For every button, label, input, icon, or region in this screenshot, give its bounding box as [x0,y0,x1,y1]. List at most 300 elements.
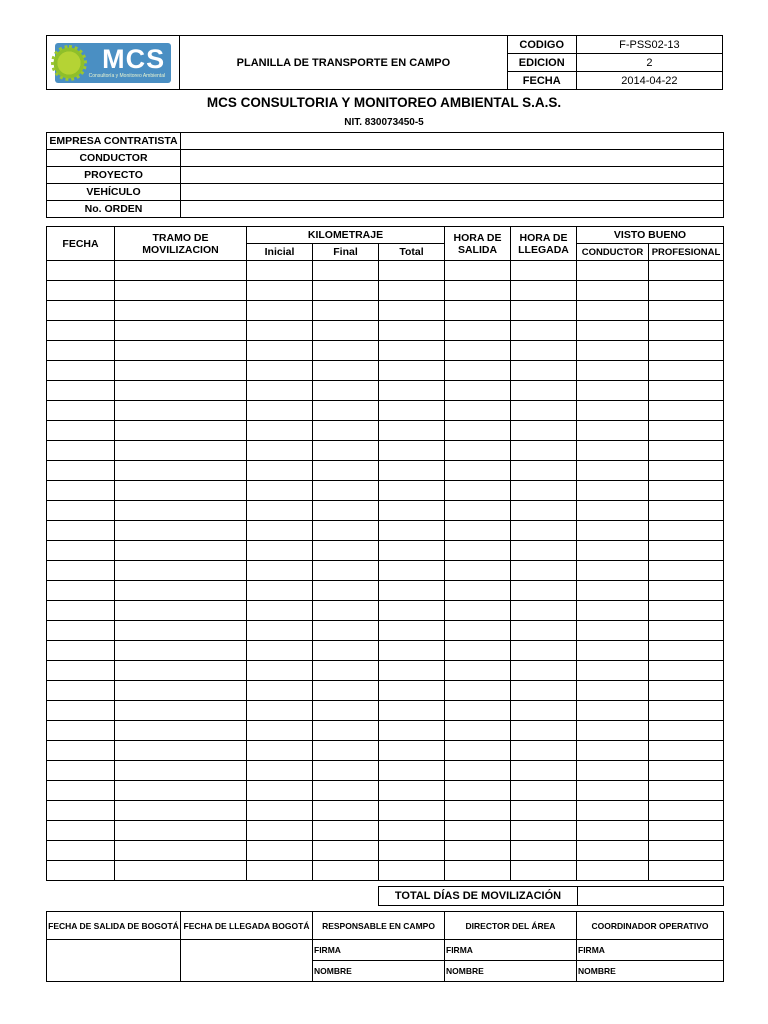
table-cell[interactable] [313,321,379,341]
table-cell[interactable] [511,341,577,361]
proyecto-field[interactable] [181,167,724,184]
table-cell[interactable] [379,321,445,341]
table-cell[interactable] [313,681,379,701]
table-cell[interactable] [649,321,724,341]
table-cell[interactable] [511,661,577,681]
table-cell[interactable] [649,861,724,881]
table-cell[interactable] [379,661,445,681]
table-cell[interactable] [511,461,577,481]
table-cell[interactable] [577,721,649,741]
table-cell[interactable] [577,761,649,781]
table-cell[interactable] [115,581,247,601]
table-cell[interactable] [577,321,649,341]
table-cell[interactable] [379,721,445,741]
table-cell[interactable] [649,541,724,561]
table-cell[interactable] [379,281,445,301]
table-cell[interactable] [649,261,724,281]
form-title: PLANILLA DE TRANSPORTE EN CAMPO [180,36,507,90]
table-cell[interactable] [379,381,445,401]
table-cell[interactable] [445,381,511,401]
table-cell[interactable] [445,701,511,721]
responsable-firma[interactable]: FIRMA [313,940,445,961]
table-cell[interactable] [115,361,247,381]
table-cell[interactable] [445,601,511,621]
table-row [47,641,724,661]
table-cell[interactable] [649,381,724,401]
table-cell[interactable] [247,801,313,821]
table-cell[interactable] [379,621,445,641]
table-cell[interactable] [577,501,649,521]
orden-field[interactable] [181,201,724,218]
table-cell[interactable] [247,381,313,401]
table-cell[interactable] [511,441,577,461]
table-cell[interactable] [445,681,511,701]
table-cell[interactable] [379,861,445,881]
director-nombre[interactable]: NOMBRE [445,961,577,982]
table-cell[interactable] [511,261,577,281]
table-cell[interactable] [649,301,724,321]
table-cell[interactable] [379,361,445,381]
table-cell[interactable] [649,841,724,861]
table-cell[interactable] [47,541,115,561]
table-cell[interactable] [313,761,379,781]
table-cell[interactable] [115,821,247,841]
table-cell[interactable] [379,701,445,721]
table-cell[interactable] [577,621,649,641]
fecha-llegada-field[interactable] [181,940,313,982]
table-cell[interactable] [47,801,115,821]
table-cell[interactable] [47,401,115,421]
table-cell[interactable] [649,821,724,841]
table-cell[interactable] [649,281,724,301]
table-cell[interactable] [313,741,379,761]
table-cell[interactable] [115,661,247,681]
table-cell[interactable] [313,461,379,481]
table-cell[interactable] [511,321,577,341]
table-cell[interactable] [577,261,649,281]
table-cell[interactable] [115,561,247,581]
table-cell[interactable] [247,441,313,461]
table-cell[interactable] [511,301,577,321]
table-cell[interactable] [313,281,379,301]
table-cell[interactable] [115,861,247,881]
table-cell[interactable] [247,601,313,621]
table-cell[interactable] [247,621,313,641]
table-cell[interactable] [511,861,577,881]
table-cell[interactable] [649,781,724,801]
table-cell[interactable] [577,561,649,581]
table-cell[interactable] [47,481,115,501]
table-cell[interactable] [313,481,379,501]
table-cell[interactable] [47,341,115,361]
table-cell[interactable] [47,681,115,701]
table-cell[interactable] [445,801,511,821]
table-cell[interactable] [649,461,724,481]
table-cell[interactable] [247,261,313,281]
table-cell[interactable] [47,761,115,781]
table-cell[interactable] [47,261,115,281]
table-cell[interactable] [511,281,577,301]
table-cell[interactable] [577,641,649,661]
table-cell[interactable] [115,441,247,461]
table-cell[interactable] [511,701,577,721]
table-cell[interactable] [577,601,649,621]
table-cell[interactable] [511,801,577,821]
table-cell[interactable] [511,521,577,541]
coordinador-firma[interactable]: FIRMA [577,940,724,961]
table-cell[interactable] [577,581,649,601]
table-cell[interactable] [379,401,445,421]
table-cell[interactable] [247,461,313,481]
table-cell[interactable] [577,661,649,681]
table-cell[interactable] [313,641,379,661]
table-cell[interactable] [511,781,577,801]
table-cell[interactable] [379,301,445,321]
table-cell[interactable] [445,521,511,541]
table-cell[interactable] [445,841,511,861]
table-cell[interactable] [47,421,115,441]
table-cell[interactable] [445,301,511,321]
table-cell[interactable] [313,821,379,841]
table-cell[interactable] [247,721,313,741]
table-cell[interactable] [247,761,313,781]
table-cell[interactable] [47,281,115,301]
table-cell[interactable] [115,341,247,361]
table-cell[interactable] [247,741,313,761]
table-cell[interactable] [115,761,247,781]
table-cell[interactable] [379,641,445,661]
vehiculo-field[interactable] [181,184,724,201]
table-cell[interactable] [115,381,247,401]
table-cell[interactable] [313,521,379,541]
table-cell[interactable] [577,521,649,541]
table-cell[interactable] [445,401,511,421]
table-cell[interactable] [649,681,724,701]
table-cell[interactable] [247,561,313,581]
table-cell[interactable] [47,581,115,601]
table-cell[interactable] [313,701,379,721]
table-cell[interactable] [47,701,115,721]
table-cell[interactable] [511,761,577,781]
table-cell[interactable] [313,581,379,601]
table-cell[interactable] [445,361,511,381]
table-cell[interactable] [247,841,313,861]
table-cell[interactable] [649,701,724,721]
table-cell[interactable] [115,641,247,661]
table-cell[interactable] [379,801,445,821]
table-cell[interactable] [511,581,577,601]
table-cell[interactable] [379,841,445,861]
table-cell[interactable] [649,421,724,441]
table-cell[interactable] [47,461,115,481]
table-cell[interactable] [511,501,577,521]
table-cell[interactable] [313,861,379,881]
table-cell[interactable] [313,801,379,821]
table-cell[interactable] [577,481,649,501]
table-cell[interactable] [445,321,511,341]
table-cell[interactable] [445,541,511,561]
table-cell[interactable] [649,521,724,541]
table-cell[interactable] [247,321,313,341]
table-cell[interactable] [577,681,649,701]
table-cell[interactable] [115,321,247,341]
table-cell[interactable] [47,501,115,521]
table-cell[interactable] [649,741,724,761]
total-days-field[interactable] [578,887,724,906]
table-cell[interactable] [445,341,511,361]
table-cell[interactable] [47,321,115,341]
table-cell[interactable] [577,421,649,441]
table-cell[interactable] [115,781,247,801]
table-cell[interactable] [115,501,247,521]
table-cell[interactable] [379,341,445,361]
empresa-field[interactable] [181,133,724,150]
table-cell[interactable] [511,381,577,401]
table-cell[interactable] [379,421,445,441]
table-cell[interactable] [47,861,115,881]
table-cell[interactable] [247,821,313,841]
table-cell[interactable] [47,821,115,841]
table-cell[interactable] [379,781,445,801]
table-cell[interactable] [313,401,379,421]
table-cell[interactable] [247,661,313,681]
table-cell[interactable] [511,361,577,381]
table-cell[interactable] [511,401,577,421]
table-cell[interactable] [247,781,313,801]
table-cell[interactable] [247,701,313,721]
table-cell[interactable] [577,381,649,401]
table-cell[interactable] [313,441,379,461]
table-cell[interactable] [313,501,379,521]
table-cell[interactable] [649,441,724,461]
table-cell[interactable] [577,281,649,301]
table-cell[interactable] [247,861,313,881]
table-cell[interactable] [511,721,577,741]
table-cell[interactable] [313,841,379,861]
table-cell[interactable] [247,681,313,701]
table-cell[interactable] [47,441,115,461]
table-cell[interactable] [47,381,115,401]
table-cell[interactable] [313,541,379,561]
table-cell[interactable] [577,341,649,361]
table-cell[interactable] [379,441,445,461]
table-cell[interactable] [115,261,247,281]
table-cell[interactable] [577,741,649,761]
table-cell[interactable] [313,661,379,681]
table-cell[interactable] [649,361,724,381]
table-cell[interactable] [649,621,724,641]
director-firma[interactable]: FIRMA [445,940,577,961]
coordinador-nombre[interactable]: NOMBRE [577,961,724,982]
table-cell[interactable] [577,361,649,381]
table-cell[interactable] [649,501,724,521]
table-cell[interactable] [379,581,445,601]
table-cell[interactable] [445,721,511,741]
table-row [47,421,724,441]
table-cell[interactable] [649,761,724,781]
table-cell[interactable] [47,781,115,801]
table-cell[interactable] [247,481,313,501]
table-cell[interactable] [47,841,115,861]
table-cell[interactable] [445,661,511,681]
table-cell[interactable] [445,561,511,581]
table-cell[interactable] [577,841,649,861]
table-cell[interactable] [313,601,379,621]
table-cell[interactable] [247,641,313,661]
table-cell[interactable] [577,441,649,461]
table-cell[interactable] [649,801,724,821]
table-cell[interactable] [313,621,379,641]
table-cell[interactable] [511,841,577,861]
table-cell[interactable] [511,641,577,661]
table-cell[interactable] [445,441,511,461]
table-cell[interactable] [445,581,511,601]
table-cell[interactable] [115,281,247,301]
table-cell[interactable] [247,401,313,421]
table-cell[interactable] [379,741,445,761]
table-cell[interactable] [511,601,577,621]
table-cell[interactable] [649,641,724,661]
table-cell[interactable] [445,621,511,641]
table-cell[interactable] [47,721,115,741]
table-cell[interactable] [511,681,577,701]
table-cell[interactable] [577,701,649,721]
table-cell[interactable] [511,561,577,581]
conductor-field[interactable] [181,150,724,167]
table-cell[interactable] [577,781,649,801]
table-cell[interactable] [115,601,247,621]
table-cell[interactable] [115,701,247,721]
table-cell[interactable] [47,641,115,661]
table-cell[interactable] [115,841,247,861]
table-cell[interactable] [445,861,511,881]
table-cell[interactable] [445,261,511,281]
table-cell[interactable] [313,561,379,581]
table-cell[interactable] [379,501,445,521]
table-cell[interactable] [247,301,313,321]
table-cell[interactable] [47,521,115,541]
table-cell[interactable] [247,421,313,441]
table-cell[interactable] [649,341,724,361]
table-cell[interactable] [47,661,115,681]
table-cell[interactable] [47,561,115,581]
table-cell[interactable] [115,301,247,321]
table-cell[interactable] [649,721,724,741]
table-cell[interactable] [511,741,577,761]
table-cell[interactable] [115,541,247,561]
table-cell[interactable] [445,821,511,841]
table-cell[interactable] [115,521,247,541]
table-cell[interactable] [47,741,115,761]
table-cell[interactable] [247,281,313,301]
table-cell[interactable] [379,601,445,621]
table-row [47,741,724,761]
table-cell[interactable] [379,461,445,481]
table-cell[interactable] [649,481,724,501]
table-cell[interactable] [313,781,379,801]
table-cell[interactable] [445,761,511,781]
table-cell[interactable] [649,601,724,621]
table-row [47,521,724,541]
col-km-total: Total [379,244,445,261]
table-cell[interactable] [649,581,724,601]
fecha-salida-field[interactable] [47,940,181,982]
responsable-nombre[interactable]: NOMBRE [313,961,445,982]
table-cell[interactable] [247,361,313,381]
table-cell[interactable] [247,521,313,541]
table-cell[interactable] [577,821,649,841]
table-cell[interactable] [445,481,511,501]
table-cell[interactable] [47,621,115,641]
table-cell[interactable] [313,261,379,281]
table-cell[interactable] [115,461,247,481]
table-cell[interactable] [379,821,445,841]
table-cell[interactable] [511,421,577,441]
table-cell[interactable] [445,421,511,441]
table-cell[interactable] [313,301,379,321]
table-cell[interactable] [511,821,577,841]
table-cell[interactable] [649,661,724,681]
table-cell[interactable] [511,621,577,641]
table-cell[interactable] [577,401,649,421]
table-cell[interactable] [313,421,379,441]
table-cell[interactable] [445,281,511,301]
table-cell[interactable] [313,341,379,361]
table-cell[interactable] [379,521,445,541]
table-cell[interactable] [577,801,649,821]
fecha-label: FECHA [507,72,576,90]
table-cell[interactable] [247,501,313,521]
table-cell[interactable] [115,741,247,761]
table-cell[interactable] [313,721,379,741]
table-cell[interactable] [115,721,247,741]
table-cell[interactable] [115,481,247,501]
table-cell[interactable] [313,381,379,401]
table-cell[interactable] [47,301,115,321]
table-cell[interactable] [445,461,511,481]
table-cell[interactable] [115,401,247,421]
table-cell[interactable] [115,681,247,701]
table-cell[interactable] [649,561,724,581]
table-cell[interactable] [47,361,115,381]
table-cell[interactable] [379,261,445,281]
table-cell[interactable] [445,781,511,801]
table-cell[interactable] [379,541,445,561]
table-cell[interactable] [115,421,247,441]
table-cell[interactable] [313,361,379,381]
table-cell[interactable] [247,541,313,561]
table-cell[interactable] [445,641,511,661]
table-cell[interactable] [511,541,577,561]
table-cell[interactable] [379,761,445,781]
table-cell[interactable] [379,481,445,501]
table-cell[interactable] [115,621,247,641]
table-cell[interactable] [511,481,577,501]
table-cell[interactable] [247,581,313,601]
table-cell[interactable] [577,461,649,481]
table-cell[interactable] [47,601,115,621]
table-cell[interactable] [445,741,511,761]
table-cell[interactable] [379,561,445,581]
table-cell[interactable] [649,401,724,421]
table-cell[interactable] [577,861,649,881]
table-cell[interactable] [577,541,649,561]
table-cell[interactable] [247,341,313,361]
table-cell[interactable] [445,501,511,521]
table-cell[interactable] [577,301,649,321]
table-cell[interactable] [115,801,247,821]
table-cell[interactable] [379,681,445,701]
